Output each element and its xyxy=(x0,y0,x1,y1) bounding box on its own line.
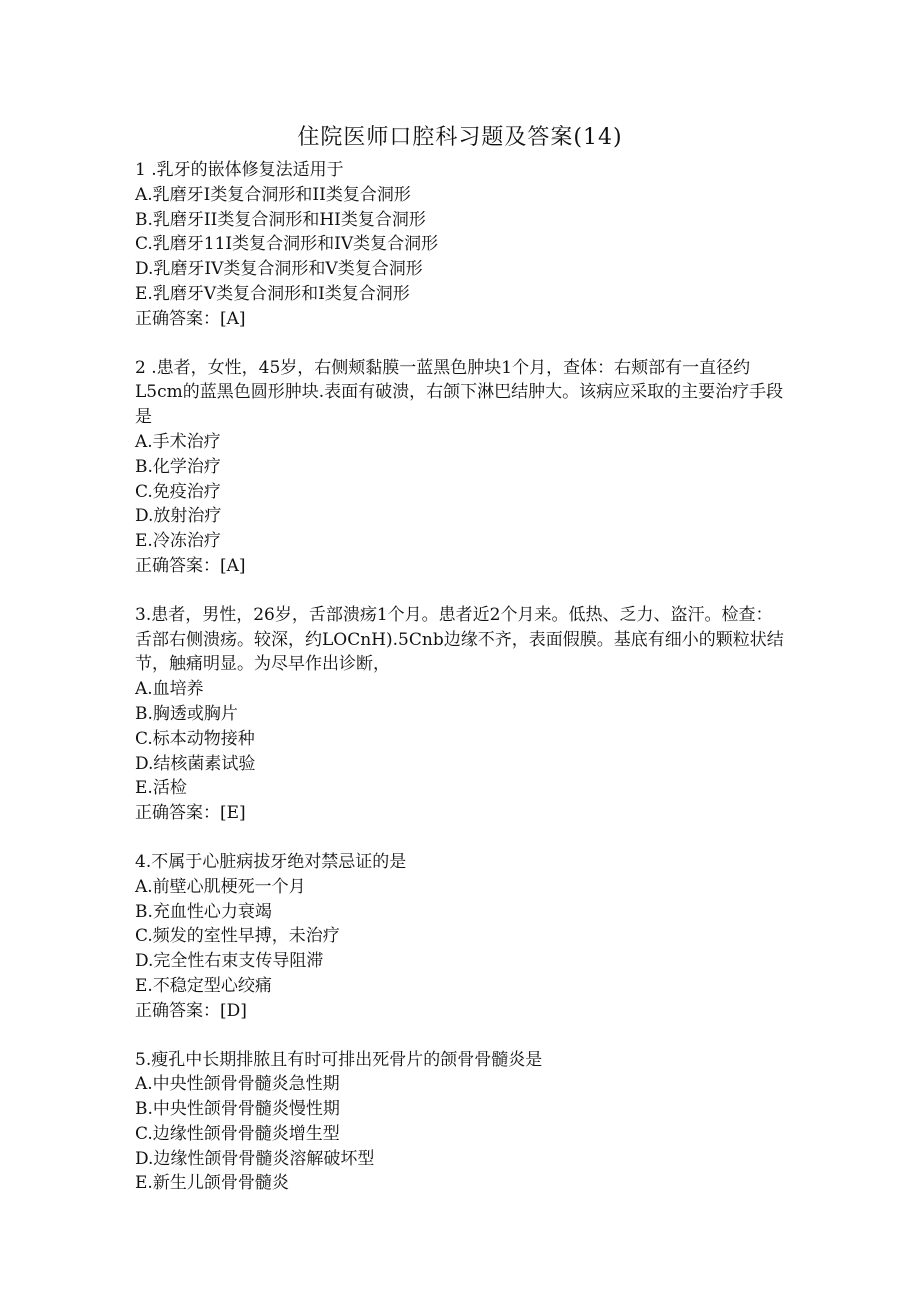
option-b: B.中央性颌骨骨髓炎慢性期 xyxy=(135,1099,340,1120)
option-d: D.放射治疗 xyxy=(135,506,222,527)
option-c: C.边缘性颌骨骨髓炎增生型 xyxy=(135,1123,340,1144)
option-b: B.乳磨牙II类复合洞形和HI类复合洞形 xyxy=(135,209,426,230)
option-e: E.冷冻治疗 xyxy=(135,531,221,552)
question-stem: 1 .乳牙的嵌体修复法适用于 xyxy=(135,160,344,180)
question-3 xyxy=(135,603,785,826)
option-e: E.乳磨牙V类复合洞形和I类复合洞形 xyxy=(135,283,410,304)
correct-answer: 正确答案：[A] xyxy=(135,308,246,329)
option-d: D.完全性右束支传导阻滞 xyxy=(135,951,324,972)
question-stem: 4.不属于心脏病拔牙绝对禁忌证的是 xyxy=(135,851,407,872)
option-e: E.新生儿颌骨骨髓炎 xyxy=(135,1173,289,1194)
option-a: A.前壁心肌梗死一个月 xyxy=(135,876,306,897)
question-stem: 3.患者，男性，26岁，舌部溃疡1个月。患者近2个月来。低热、乏力、盗汗。检查：舌部右侧溃疡。较深，约LOCnH).5Cnb边缘不齐，表面假膜。基底有细小的颗粒状结节，触痛明显。为尽早作出诊断， xyxy=(135,604,784,675)
option-d: D.边缘性颌骨骨髓炎溶解破坏型 xyxy=(135,1148,375,1169)
option-d: D.乳磨牙IV类复合洞形和V类复合洞形 xyxy=(135,259,423,280)
option-d: D.结核菌素试验 xyxy=(135,753,256,774)
option-e: E.活检 xyxy=(135,778,187,799)
option-e: E.不稳定型心绞痛 xyxy=(135,975,272,996)
option-c: C.频发的室性早搏，未治疗 xyxy=(135,926,340,947)
question-1 xyxy=(135,158,785,332)
option-a: A.手术治疗 xyxy=(135,431,221,452)
question-2 xyxy=(135,356,785,579)
option-b: B.胸透或胸片 xyxy=(135,703,238,724)
question-4 xyxy=(135,850,785,1024)
question-stem: 5.瘦孔中长期排脓且有时可排出死骨片的颌骨骨髓炎是 xyxy=(135,1049,543,1070)
option-c: C.标本动物接种 xyxy=(135,728,255,749)
option-a: A.乳磨牙I类复合洞形和II类复合洞形 xyxy=(135,184,411,205)
correct-answer: 正确答案：[E] xyxy=(135,803,246,824)
page-title: 住院医师口腔科习题及答案(14) xyxy=(297,125,623,150)
correct-answer: 正确答案：[A] xyxy=(135,555,246,576)
option-b: B.化学治疗 xyxy=(135,456,221,477)
option-a: A.中央性颌骨骨髓炎急性期 xyxy=(135,1074,340,1095)
correct-answer: 正确答案：[D] xyxy=(135,1000,247,1021)
question-5 xyxy=(135,1048,785,1197)
question-list xyxy=(135,158,785,1220)
option-a: A.血培养 xyxy=(135,679,204,700)
option-b: B.充血性心力衰竭 xyxy=(135,901,272,922)
question-stem: 2 .患者，女性，45岁，右侧颊黏膜一蓝黑色肿块1个月，查体：右颊部有一直径约L5cm的蓝黑色圆形肿块.表面有破溃，右颌下淋巴结肿大。该病应采取的主要治疗手段是 xyxy=(135,357,784,428)
option-c: C.乳磨牙11I类复合洞形和IV类复合洞形 xyxy=(135,234,439,255)
option-c: C.免疫治疗 xyxy=(135,481,221,502)
